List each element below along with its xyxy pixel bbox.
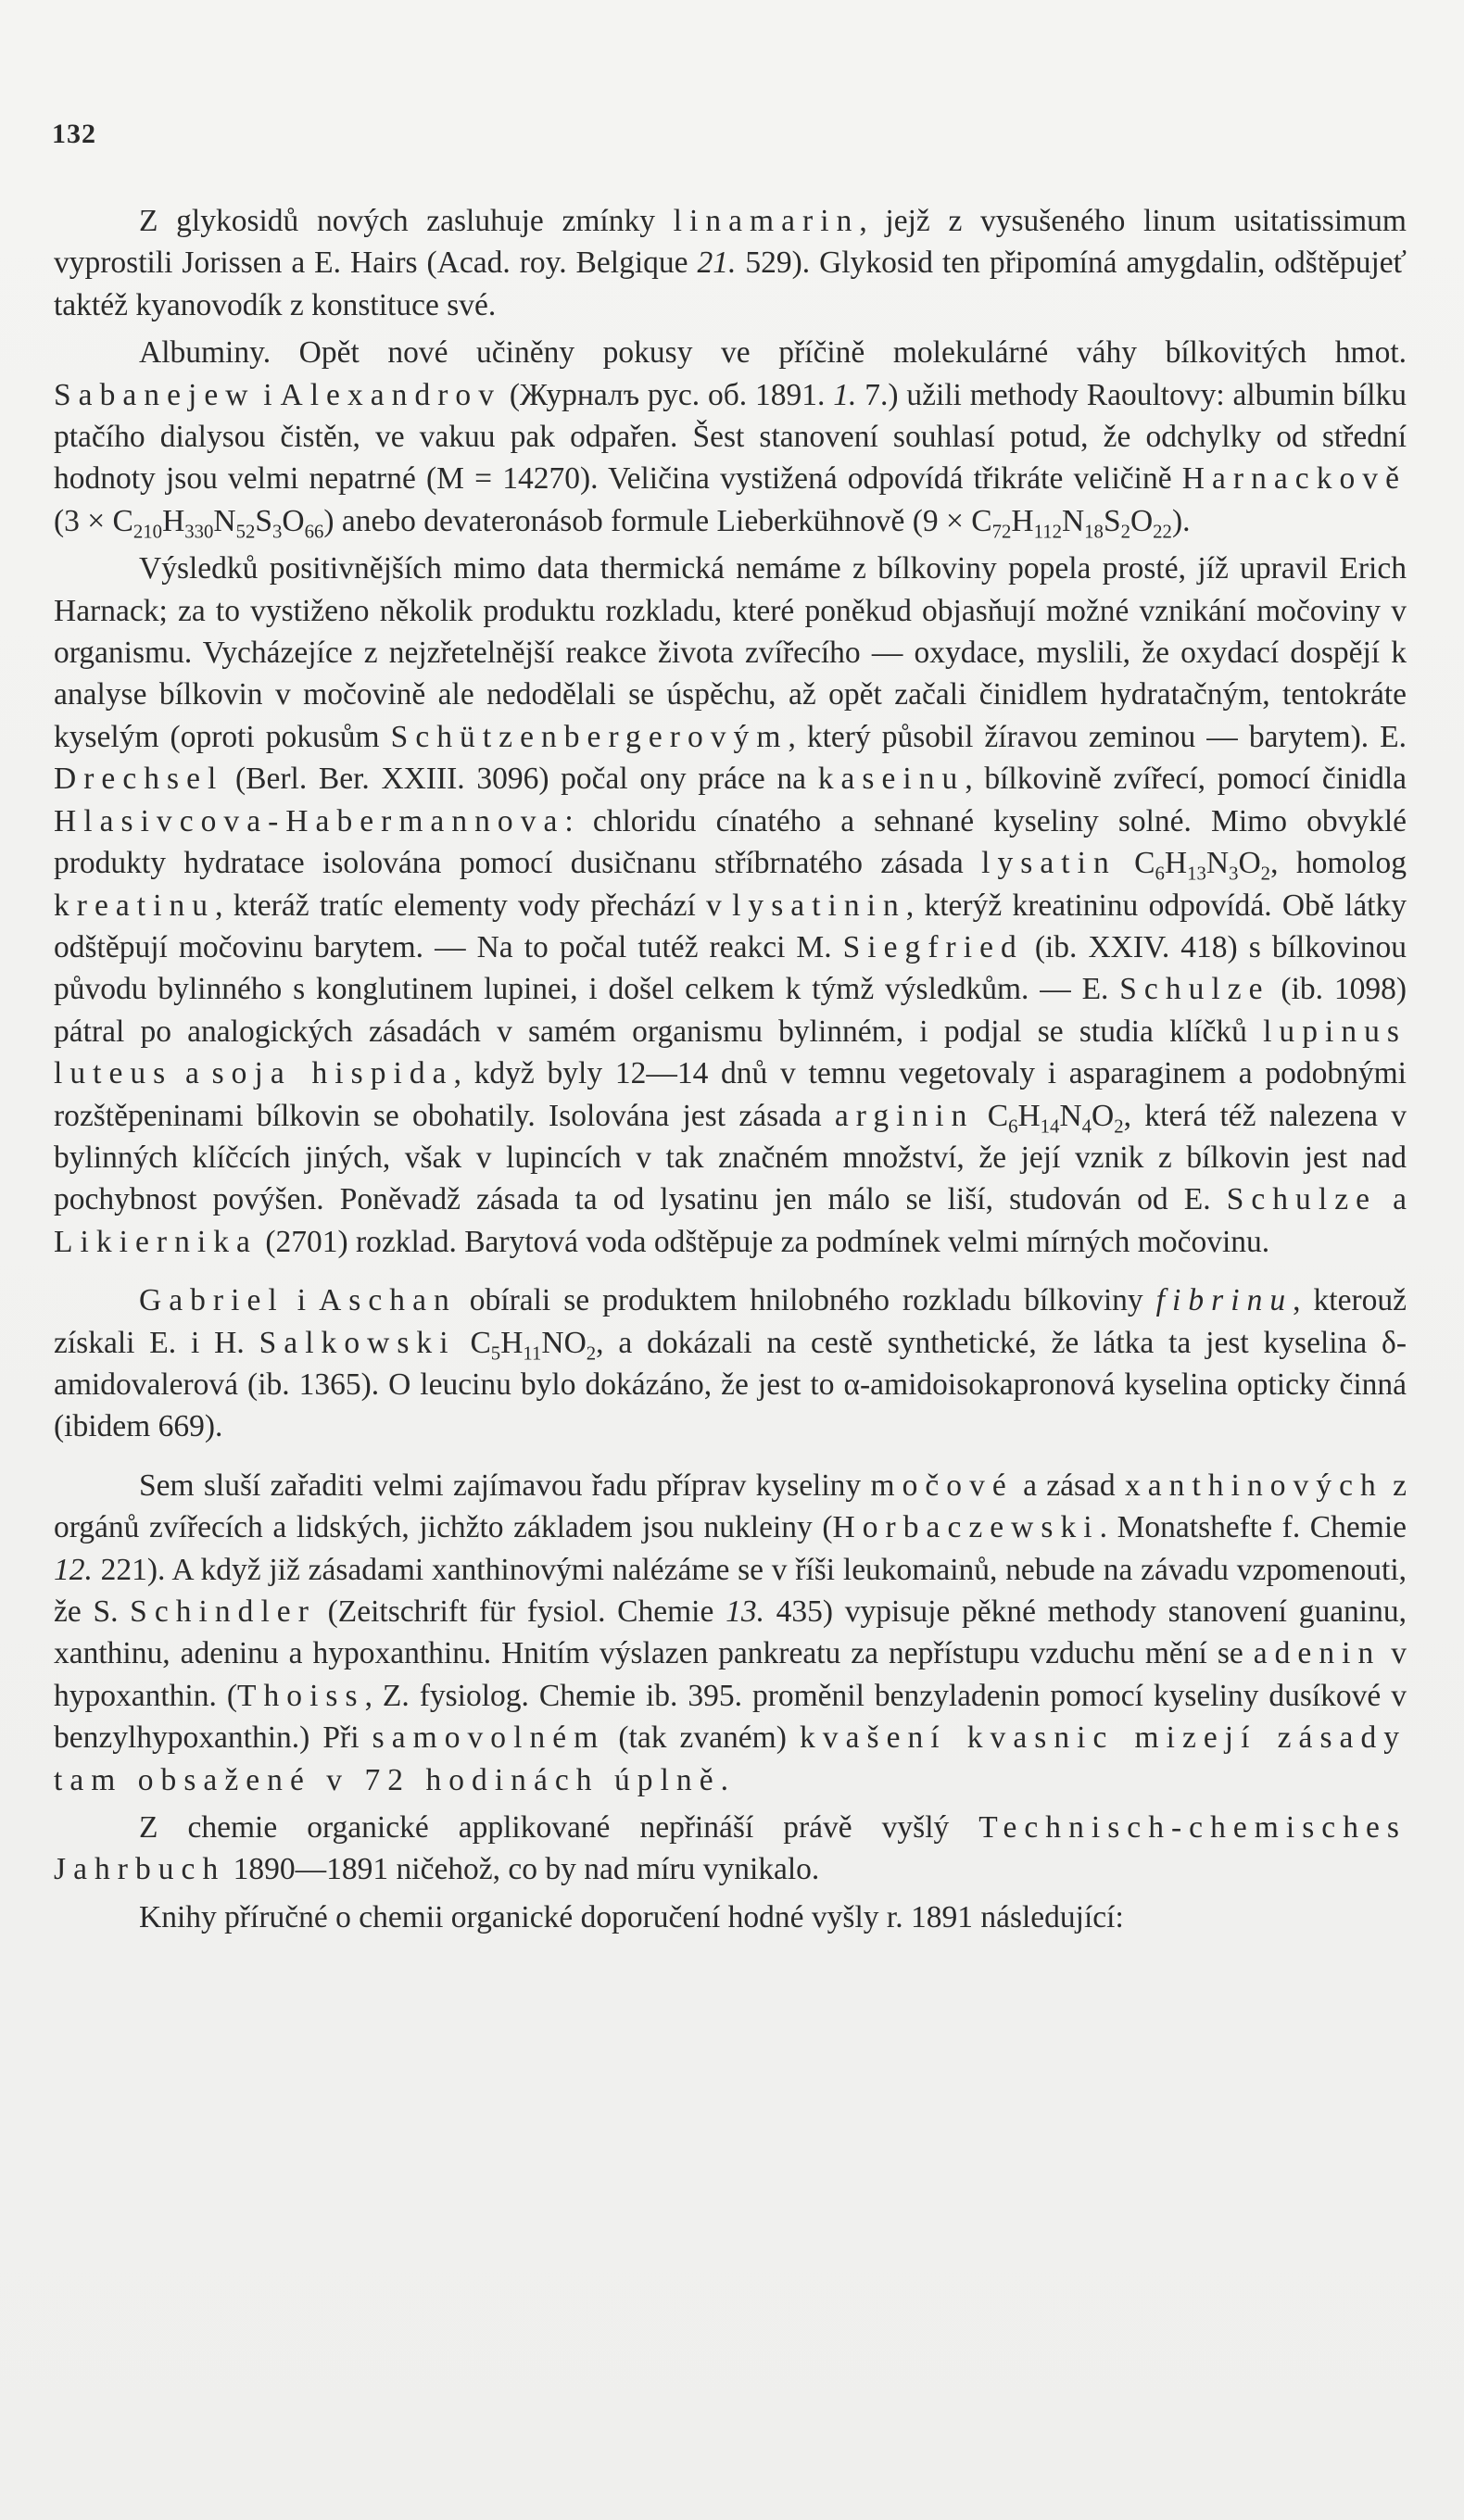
subscript: 3 [272, 521, 283, 543]
subscript: 5 [490, 1342, 501, 1364]
text-run: (Zeitschrift für fysiol. Chemie [315, 1594, 726, 1629]
formula-part: O [282, 503, 305, 538]
formula-part: H [500, 1325, 524, 1360]
spaced-term: fibrinu [1155, 1283, 1294, 1318]
paragraph-gabriel [54, 1279, 1407, 1448]
spaced-term: lupinus luteus [54, 1014, 1407, 1091]
author-name: Gabriel [139, 1283, 284, 1318]
subscript: 210 [133, 521, 163, 543]
text-run: , a dokázali na cestě synthetické, že látka ta jest kyselina δ-amidovalerová (ib. 1365). O leucinu bylo dokázáno, že jest to α-amidoisokapronová kyselina opticky činná (ibidem 669). [54, 1325, 1407, 1444]
spaced-term: lysatin [981, 846, 1117, 881]
text-run: (ib. XXIV. 418) s bílkovinou původu bylinného s konglutinem lupinei, i došel celkem k týmž výsledkům. — E. [54, 929, 1407, 1007]
subscript: 18 [1084, 521, 1104, 543]
subscript: 2 [1260, 863, 1271, 885]
formula-part: H [1011, 503, 1034, 538]
text-run: Výsledků positivnějších mimo data thermická nemáme z bílkoviny popela prosté, jíž upravil Erich Harnack; za to vystiženo několik produktu rozkladu, které poněkud objasňují možné vznikání močoviny v organismu. Vycházejíce z nejzřetelnější reakce života zvířecího — oxydace, myslili, že oxydací dospějí k analyse bílkovin v močovině ale nedodělali se úspěchu, až opět začali činidlem hydratačným, tentokráte kyselým (oproti pokusům [54, 551, 1407, 754]
text-run: a zásad [1013, 1468, 1125, 1503]
author-name: Schindler [130, 1594, 316, 1629]
author-name: Schützenbergerovým [390, 719, 789, 754]
spaced-term: arginin [834, 1098, 975, 1133]
spaced-term: soja hispida [211, 1056, 454, 1091]
text-run: . Monatshefte f. Chemie [1099, 1510, 1407, 1545]
author-name: Sabanejew [54, 377, 256, 412]
text-run: Z glykosidů nových zasluhuje zmínky [139, 204, 674, 238]
subscript: 6 [1155, 863, 1165, 885]
author-name: Schulze [1119, 972, 1270, 1007]
subscript: 11 [523, 1342, 542, 1364]
spaced-term: xanthinových [1124, 1468, 1383, 1503]
text-run: , která též nalezena v bylinných klíčcích jiných, však v lupincích v tak značném množství, že její vznik z bílkovin jest nad pochybnost povýšen. Poněvadž zásada ta od lysatinu jen málo se liší, studován od E. [54, 1098, 1407, 1217]
text-run: . [720, 1762, 728, 1797]
formula-part: C [974, 1098, 1009, 1133]
spaced-term: linamarin [673, 204, 860, 238]
formula-part: C [1116, 846, 1155, 881]
spaced-term: kaseinu [817, 762, 965, 797]
text-run: Sem sluší zařaditi velmi zajímavou řadu příprav kyseliny [139, 1468, 871, 1503]
formula-part: N [1205, 846, 1230, 881]
formula-part: S [255, 503, 273, 538]
text-run: i [255, 377, 281, 412]
author-name: Aschan [319, 1283, 457, 1318]
text-run: (Журналъ рус. об. 1891. [501, 377, 834, 412]
author-name: Thoiss [236, 1678, 365, 1713]
subscript: 330 [184, 521, 214, 543]
page-number: 132 [52, 119, 96, 149]
formula-part: N [213, 503, 236, 538]
text-run: 7.) užili methody Raoultovy: albumin bílku ptačího dialysou čistěn, ve vakuu pak odpařen. Šest stanovení souhlasí potud, že odchylky od střední hodnoty jsou velmi nepatrné (M = 14270). Veličina vystižená odpovídá třikráte veličině [54, 377, 1407, 497]
text-run: (ib. 1098) pátral po analogických zásadách v samém organismu bylinném, i podjal se studia klíčků [54, 972, 1407, 1049]
formula-part: O [1092, 1098, 1115, 1133]
text-run: ) anebo devateronásob formule Lieberkühnově (9 × C [323, 503, 992, 538]
formula-part: NO [541, 1325, 587, 1360]
subscript: 3 [1229, 863, 1239, 885]
formula-part: S [1103, 503, 1121, 538]
spaced-term: kvašení kvasnic mizejí zásady tam obsažené v 72 hodinách úplně [54, 1720, 1407, 1797]
author-name: Schulze [1226, 1182, 1378, 1217]
text-run: i [284, 1283, 320, 1318]
volume-number: 21. [697, 246, 737, 281]
formula-part: C [455, 1325, 491, 1360]
text-run: , kteráž tratíc elementy vody přechází v [215, 888, 733, 923]
paragraph-vysledky [54, 548, 1407, 1263]
text-run: : chloridu cínatého a sehnané kyseliny solné. Mimo obvyklé produkty hydratace isolována pomocí dusičnanu stříbrnatého zásada [54, 803, 1407, 881]
text-run: 529). Glykosid ten připomíná amygdalin, odštěpujeť taktéž kyanovodík z konstituce své. [54, 246, 1407, 322]
subscript: 2 [1114, 1115, 1124, 1137]
text-run: , bílkovině zvířecí, pomocí činidla [965, 762, 1407, 797]
volume-number: 1. [833, 377, 857, 412]
text-run: (2701) rozklad. Barytová voda odštěpuje za podmínek velmi mírných močovinu. [257, 1224, 1270, 1259]
text-run: , jejž z vysušeného linum usitatissimum vyprostili Jorissen a E. Hairs (Acad. roy. Belgique [54, 204, 1407, 281]
author-name: Alexandrov [280, 377, 502, 412]
subscript: 6 [1008, 1115, 1018, 1137]
volume-number: 13. [726, 1594, 764, 1629]
author-name: Hlasivcova-Habermannova [54, 803, 565, 838]
spaced-term: močové [870, 1468, 1014, 1503]
paragraph-linamarin [54, 200, 1407, 326]
author-name: Drechsel [54, 762, 224, 797]
text-run: z orgánů zvířecích a lidských, jichžto základem jsou nukleiny ( [54, 1468, 1407, 1545]
text-run: , homolog [1270, 846, 1407, 881]
subscript: 2 [1120, 521, 1130, 543]
text-run: (tak zvaném) [605, 1720, 800, 1756]
subscript: 66 [304, 521, 324, 543]
formula-part: O [1238, 846, 1261, 881]
spaced-term: samovolném [372, 1720, 606, 1756]
text-run: (Berl. Ber. XXIII. 3096) počal ony práce na [223, 762, 818, 797]
spaced-term: adenin [1253, 1636, 1382, 1671]
volume-number: 12. [54, 1552, 93, 1587]
spaced-term: kreatinu [54, 888, 216, 923]
subscript: 4 [1081, 1115, 1092, 1137]
text-run: Z chemie organické applikované nepřináší právě vyšlý [139, 1810, 979, 1846]
spaced-term: lysatinin [732, 888, 906, 923]
formula-part: H [162, 503, 185, 538]
author-name: Siegfried [842, 929, 1024, 964]
text-run: Knihy příručné o chemii organické doporučení hodné vyšly r. 1891 následující: [139, 1899, 1124, 1934]
formula-part: O [1130, 503, 1154, 538]
body-text [54, 200, 1407, 1944]
text-run: , když byly 12—14 dnů v temnu vegetovaly i asparaginem a podobnými rozštěpeninami bílkovin se obohatily. Isolována jest zásada [54, 1056, 1407, 1133]
subscript: 72 [991, 521, 1012, 543]
book-title: Technisch-chemisches Jahrbuch [54, 1810, 1407, 1887]
text-run: , kterýž kreatininu odpovídá. Obě látky odštěpují močovinu barytem. — Na to počal tutéž reakci M. [54, 888, 1407, 964]
text-run: ). [1171, 503, 1191, 538]
subscript: 13 [1187, 863, 1206, 885]
formula-part: N [1061, 503, 1085, 538]
text-run: , kterouž získali E. i H. [54, 1283, 1407, 1360]
text-run: a [1377, 1182, 1407, 1217]
paragraph-kyselina-mocova [54, 1465, 1407, 1801]
author-name: Salkowski [259, 1325, 456, 1360]
formula-part: H [1164, 846, 1188, 881]
text-run: 435) vypisuje pěkné methody stanovení guaninu, xanthinu, adeninu a hypoxanthinu. Hnitím výslazen pankreatu za nepřístupu vzduchu mění se [54, 1594, 1407, 1671]
paragraph-albuminy [54, 332, 1407, 542]
author-name: Harnackově [1181, 461, 1407, 497]
subscript: 22 [1153, 521, 1172, 543]
text-run: 221). A když již zásadami xanthinovými nalézáme se v říši leukomainů, nebude na závadu vzpomenouti, že S. [54, 1552, 1407, 1629]
author-name: Horbaczewski [832, 1510, 1100, 1545]
formula-part: H [1017, 1098, 1041, 1133]
paragraph-knihy [54, 1896, 1407, 1938]
formula-part: N [1059, 1098, 1082, 1133]
text-run: 1890—1891 ničehož, co by nad míru vynikalo. [225, 1852, 820, 1887]
author-name: Likiernika [54, 1224, 258, 1259]
text-run: a [172, 1056, 212, 1091]
subscript: 2 [586, 1342, 597, 1364]
text-run: v hypoxanthin. ( [54, 1636, 1407, 1713]
text-run: , Z. fysiolog. Chemie ib. 395. proměnil benzyladenin pomocí kyseliny dusíkové v benzylhypoxanthin.) Při [54, 1678, 1407, 1756]
paragraph-technisch [54, 1807, 1407, 1891]
subscript: 14 [1040, 1115, 1060, 1137]
subscript: 112 [1033, 521, 1062, 543]
text-run: obírali se produktem hnilobného rozkladu bílkoviny [456, 1283, 1156, 1318]
subscript: 52 [235, 521, 256, 543]
formula-part: (3 × C [54, 503, 133, 538]
text-run: , který působil žíravou zeminou — barytem). E. [788, 719, 1407, 754]
text-run: Albuminy. Opět nové učiněny pokusy ve příčině molekulárné váhy bílkovitých hmot. [139, 335, 1407, 371]
